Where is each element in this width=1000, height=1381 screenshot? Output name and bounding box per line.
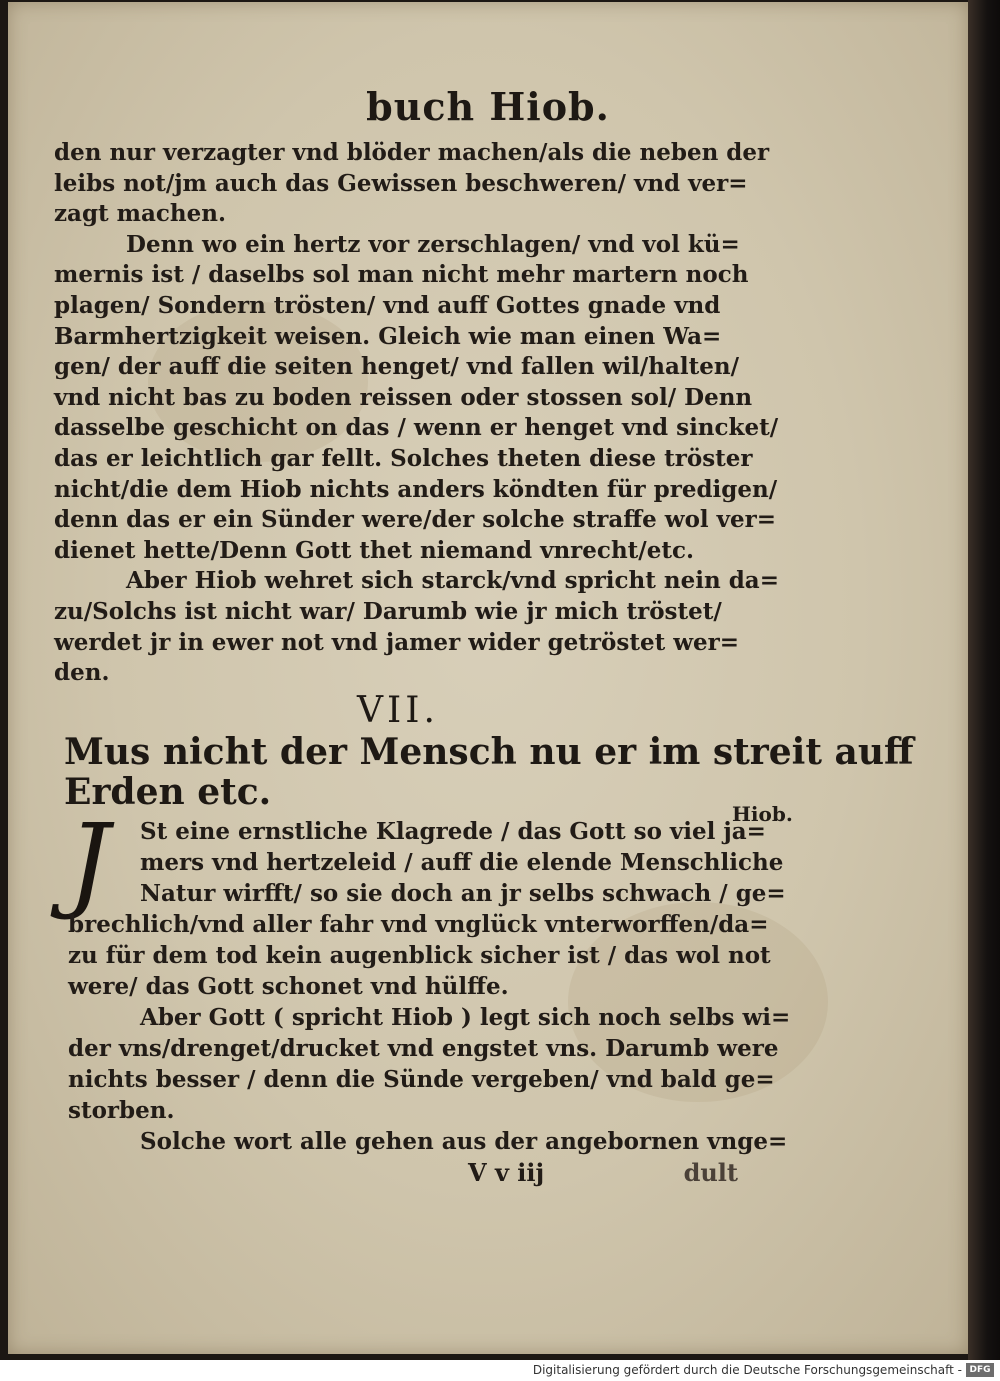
text-line: mernis ist / daselbs sol man nicht mehr martern noch (54, 261, 749, 289)
chapter-title-line: Mus nicht der Mensch nu er im streit auff (64, 731, 914, 773)
text-line: den nur verzagter vnd blöder machen/als die neben der (54, 139, 770, 166)
text-line: leibs not/jm auch das Gewissen beschweren/ vnd ver= (54, 169, 748, 197)
text-line: mers vnd hertzeleid / auff die elende Menschliche (140, 849, 784, 876)
chapter-title-line: Erden etc. (64, 771, 272, 813)
chapter-number: VII. (357, 690, 439, 731)
drop-initial: J (68, 801, 110, 923)
paragraph (54, 566, 779, 688)
footer-bar (0, 1360, 1000, 1381)
marginal-note: Hiob. (732, 802, 793, 826)
text-line: were/ das Gott schonet vnd hülffe. (68, 973, 509, 1000)
text-line: Denn wo ein hertz vor zerschlagen/ vnd vol kü= (126, 230, 740, 258)
text-line: der vns/drenget/drucket vnd engstet vns. Darumb were (68, 1035, 779, 1062)
text-line: gen/ der auff die seiten henget/ vnd fallen wil/halten/ (54, 353, 740, 381)
text-line: storben. (68, 1097, 175, 1124)
text-line: Aber Gott ( spricht Hiob ) legt sich noch selbs wi= (140, 1004, 791, 1031)
catchword: dult (683, 1158, 738, 1187)
text-line: nichts besser / denn die Sünde vergeben/ vnd bald ge= (68, 1066, 775, 1093)
text-line: Barmhertzigkeit weisen. Gleich wie man einen Wa= (54, 322, 722, 350)
text-line: plagen/ Sondern trösten/ vnd auff Gottes gnade vnd (54, 291, 721, 319)
text-line: werdet jr in ewer not vnd jamer wider getröstet wer= (54, 628, 740, 656)
page-edge (968, 0, 1000, 1360)
text-line: Aber Hiob wehret sich starck/vnd spricht nein da= (126, 567, 779, 595)
funding-credit: Digitalisierung gefördert durch die Deutsche Forschungsgemeinschaft - (532, 1363, 962, 1377)
text-line: den. (54, 659, 110, 687)
paragraph (54, 230, 779, 567)
running-head: buch Hiob. (366, 84, 610, 129)
text-line: nicht/die dem Hiob nichts anders köndten für predigen/ (54, 475, 778, 503)
text-line: dienet hette/Denn Gott thet niemand vnrecht/etc. (54, 536, 694, 564)
text-line: Solche wort alle gehen aus der angebornen vnge= (140, 1128, 788, 1155)
text-line: dasselbe geschicht on das / wenn er henget vnd sincket/ (54, 414, 779, 442)
chapter-title (64, 731, 914, 813)
text-line: brechlich/vnd aller fahr vnd vnglück vnterworffen/da= (68, 911, 769, 938)
text-line: Natur wirfft/ so sie doch an jr selbs schwach / ge= (140, 880, 786, 907)
text-line: zu/Solchs ist nicht war/ Darumb wie jr mich tröstet/ (54, 597, 722, 625)
text-line: denn das er ein Sünder were/der solche straffe wol ver= (54, 506, 777, 534)
text-line: zu für dem tod kein augenblick sicher ist / das wol not (68, 942, 771, 969)
text-line: vnd nicht bas zu boden reissen oder stossen sol/ Denn (54, 383, 753, 411)
chapter-body (68, 801, 791, 1157)
book-page (8, 2, 968, 1354)
paragraph (54, 138, 770, 230)
opening-text (54, 138, 779, 689)
text-line: St eine ernstliche Klagrede / das Gott so viel ja= (140, 818, 766, 845)
signature-mark: V v iij (468, 1158, 545, 1187)
text-line: zagt machen. (54, 200, 227, 228)
text-line: das er leichtlich gar fellt. Solches theten diese tröster (54, 444, 753, 472)
dfg-logo: DFG (966, 1363, 994, 1377)
